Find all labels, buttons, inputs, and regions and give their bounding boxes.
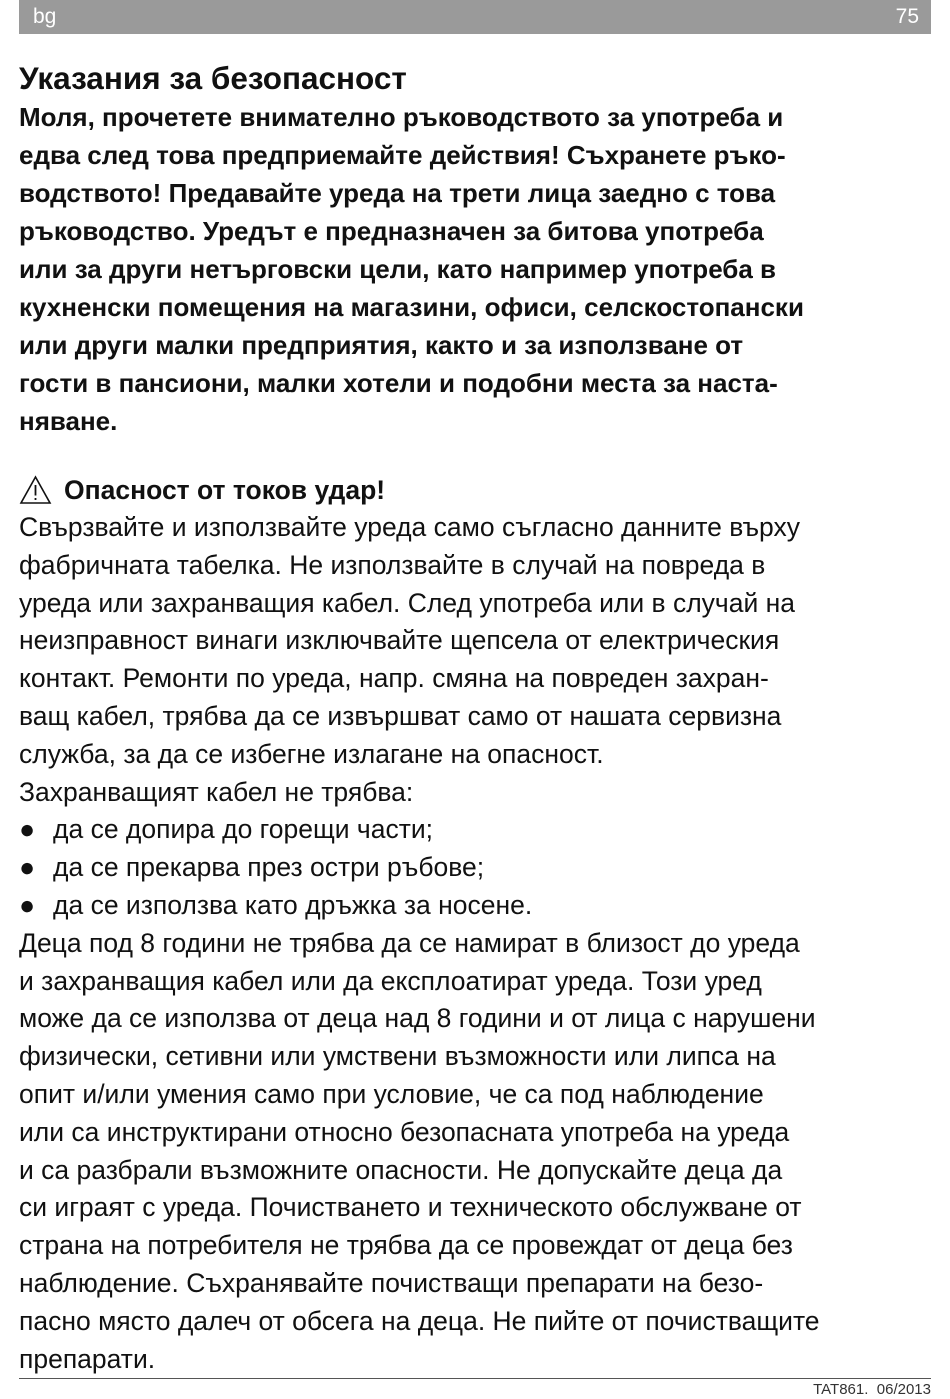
footer-model: TAT861. bbox=[813, 1381, 869, 1398]
body-line: препарати. bbox=[19, 1343, 156, 1374]
footer-date: 06/2013 bbox=[876, 1381, 931, 1398]
intro-line: Моля, прочетете внимателно ръководството за употреба и bbox=[19, 102, 784, 132]
warning-triangle-icon bbox=[19, 475, 52, 505]
intro-line: водството! Предавайте уреда на трети лица заедно с това bbox=[19, 178, 776, 208]
intro-line: няване. bbox=[19, 406, 118, 436]
warning-body bbox=[19, 509, 934, 1378]
intro-paragraph bbox=[19, 98, 934, 440]
bullet-text: да се използва като дръжка за носене. bbox=[53, 889, 533, 920]
body-line: неизправност винаги изключвайте щепсела от електрическия bbox=[19, 625, 780, 656]
body-line: може да се използва от деца над 8 години и от лица с нарушени bbox=[19, 1003, 816, 1034]
body-line: или са инструктирани относно безопасната употреба на уреда bbox=[19, 1116, 790, 1147]
bullet-icon: ● bbox=[19, 852, 36, 883]
warning-heading bbox=[19, 471, 934, 509]
body-line: и захранващия кабел или да експлоатират уреда. Този уред bbox=[19, 965, 762, 996]
body-line: си играят с уреда. Почистването и техническото обслужване от bbox=[19, 1192, 802, 1223]
header-bar bbox=[19, 0, 931, 34]
bullet-item bbox=[19, 849, 934, 887]
body-line: фабричната табелка. Не използвайте в случай на повреда в bbox=[19, 549, 766, 580]
intro-line: или за други нетърговски цели, като например употреба в bbox=[19, 254, 777, 284]
body-line: уреда или захранващия кабел. След употреба или в случай на bbox=[19, 587, 796, 618]
section-title: Указания за безопасност bbox=[19, 60, 407, 96]
body-line: страна на потребителя не трябва да се провеждат от деца без bbox=[19, 1230, 793, 1261]
body-line: и са разбрали възможните опасности. Не допускайте деца да bbox=[19, 1154, 783, 1185]
bullet-text: да се прекарва през остри ръбове; bbox=[53, 852, 485, 883]
body-line: опит и/или умения само при условие, че са под наблюдение bbox=[19, 1078, 764, 1109]
bullet-item bbox=[19, 811, 934, 849]
intro-line: гости в пансиони, малки хотели и подобни места за наста- bbox=[19, 368, 778, 398]
body-line: служба, за да се избегне излагане на опасност. bbox=[19, 738, 604, 769]
footer-model-date bbox=[813, 1381, 931, 1398]
body-line: Деца под 8 години не трябва да се намират в близост до уреда bbox=[19, 927, 800, 958]
bullet-item bbox=[19, 887, 934, 925]
body-line: Свързвайте и използвайте уреда само съгласно данните върху bbox=[19, 512, 800, 542]
body-line: наблюдение. Съхранявайте почистващи препарати на безо- bbox=[19, 1267, 764, 1298]
intro-line: или други малки предприятия, както и за използване от bbox=[19, 330, 744, 360]
intro-line: едва след това предприемайте действия! Съхранете ръко- bbox=[19, 140, 786, 170]
body-line: пасно място далеч от обсега на деца. Не пийте от почистващите bbox=[19, 1305, 820, 1336]
footer-divider bbox=[19, 1378, 931, 1379]
page-content bbox=[19, 58, 934, 1378]
bullet-icon: ● bbox=[19, 814, 36, 845]
warning-heading-text: Опасност от токов удар! bbox=[64, 475, 386, 505]
page-number: 75 bbox=[895, 5, 919, 28]
body-line: ващ кабел, трябва да се извършват само от нашата сервизна bbox=[19, 700, 782, 731]
bullet-icon: ● bbox=[19, 889, 36, 920]
intro-line: кухненски помещения на магазини, офиси, селскостопански bbox=[19, 292, 804, 322]
bullet-text: да се допира до горещи части; bbox=[53, 814, 434, 845]
body-line: Захранващият кабел не трябва: bbox=[19, 776, 414, 807]
body-line: контакт. Ремонти по уреда, напр. смяна на повреден захран- bbox=[19, 663, 769, 694]
body-line: физически, сетивни или умствени възможности или липса на bbox=[19, 1041, 776, 1072]
intro-line: ръководство. Уредът е предназначен за битова употреба bbox=[19, 216, 764, 246]
language-code: bg bbox=[33, 5, 57, 28]
